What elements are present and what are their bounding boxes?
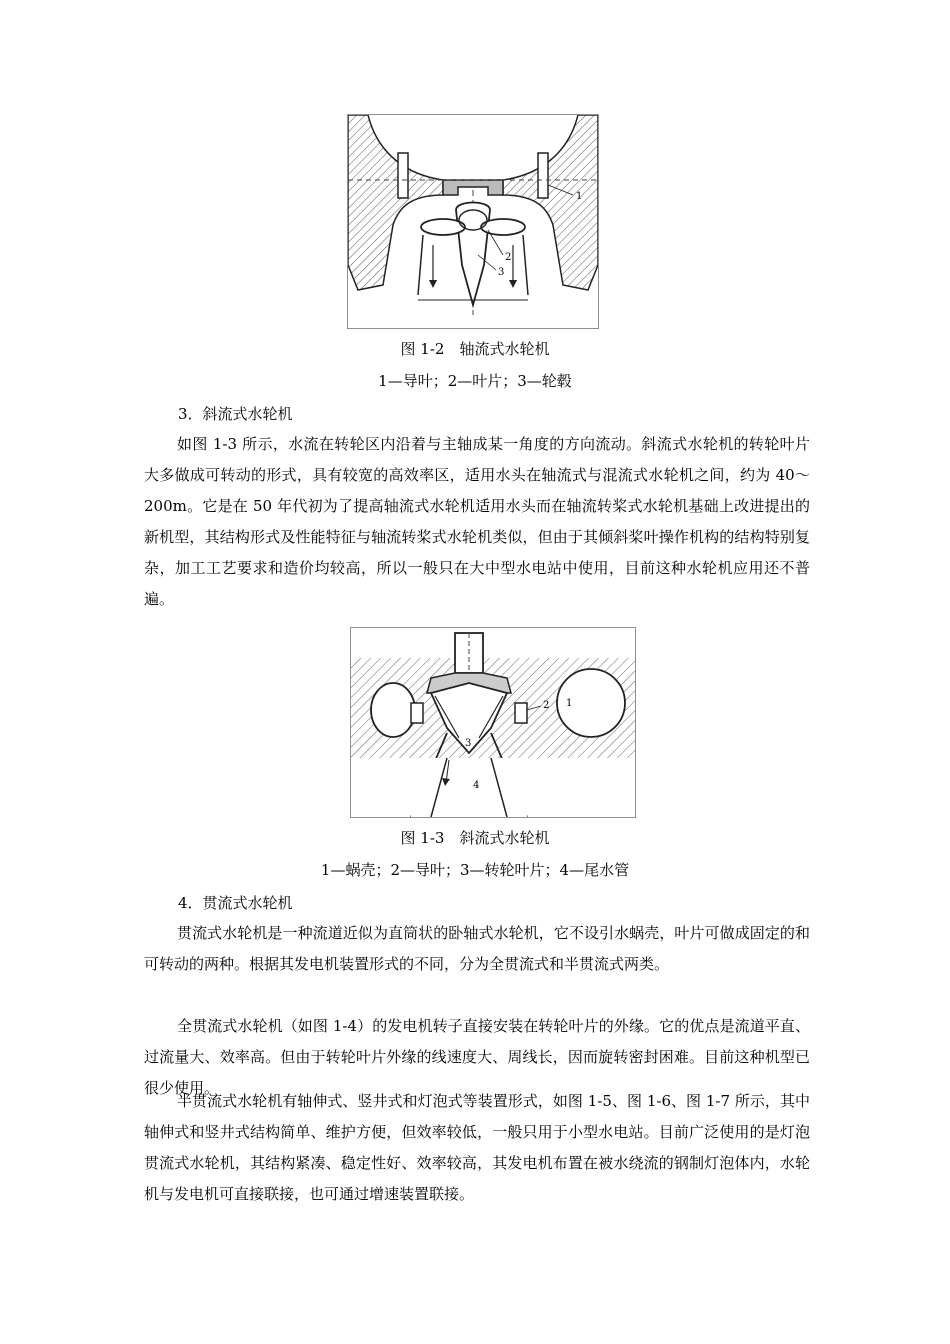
figure-1-2-axial-turbine <box>347 114 599 329</box>
figure-1-2-legend: 1—导叶；2—叶片；3—轮毂 <box>378 372 572 390</box>
callout-1: 1 <box>576 191 583 202</box>
callout-3: 3 <box>498 267 505 278</box>
figure-1-3-caption: 图 1-3 斜流式水轮机 <box>400 829 550 847</box>
callout-2: 2 <box>543 700 550 711</box>
figure-1-3-legend: 1—蜗壳；2—导叶；3—转轮叶片；4—尾水管 <box>320 861 630 879</box>
section-4-paragraph-3: 半贯流式水轮机有轴伸式、竖井式和灯泡式等装置形式，如图 1-5、图 1-6、图 1-7 所示，其中轴伸式和竖井式结构简单、维护方便，但效率较低，一般只用于小型水电站。目前广泛使用的是灯泡贯流式水轮机，其结构紧凑、稳定性好、效率较高，其发电机布置在被水绕流的钢制灯泡体内，水轮机与发电机可直接联接，也可通过增速装置联接。 <box>144 1092 810 1203</box>
section-heading-4: 4．贯流式水轮机 <box>178 894 293 912</box>
section-4-paragraph-1: 贯流式水轮机是一种流道近似为直筒状的卧轴式水轮机，它不设引水蜗壳，叶片可做成固定的和可转动的两种。根据其发电机装置形式的不同，分为全贯流式和半贯流式两类。 <box>144 924 810 973</box>
section-heading-3: 3．斜流式水轮机 <box>178 405 293 423</box>
callout-1: 1 <box>566 698 573 709</box>
section-4-paragraph-2: 全贯流式水轮机（如图 1-4）的发电机转子直接安装在转轮叶片的外缘。它的优点是流道平直、过流量大、效率高。但由于转轮叶片外缘的线速度大、周线长，因而旋转密封困难。目前这种机型已很少使用。 <box>144 1017 810 1097</box>
diagonal-turbine-drawing <box>351 628 635 817</box>
callout-4: 4 <box>473 780 480 791</box>
callout-2: 2 <box>505 252 512 263</box>
figure-1-2-caption: 图 1-2 轴流式水轮机 <box>400 340 550 358</box>
section-3-paragraph-1: 如图 1-3 所示，水流在转轮区内沿着与主轴成某一角度的方向流动。斜流式水轮机的转轮叶片大多做成可转动的形式，具有较宽的高效率区，适用水头在轴流式与混流式水轮机之间，约为 40～200m。它是在 50 年代初为了提高轴流式水轮机适用水头而在轴流转桨式水轮机基础上改进提出的新机型，其结构形式及性能特征与轴流转桨式水轮机类似，但由于其倾斜桨叶操作机构的结构特别复杂，加工工艺要求和造价均较高，所以一般只在大中型水电站中使用，目前这种水轮机应用还不普遍。 <box>144 435 810 608</box>
callout-3: 3 <box>465 738 472 749</box>
figure-1-3-diagonal-turbine <box>350 627 636 818</box>
axial-turbine-drawing <box>348 115 598 328</box>
